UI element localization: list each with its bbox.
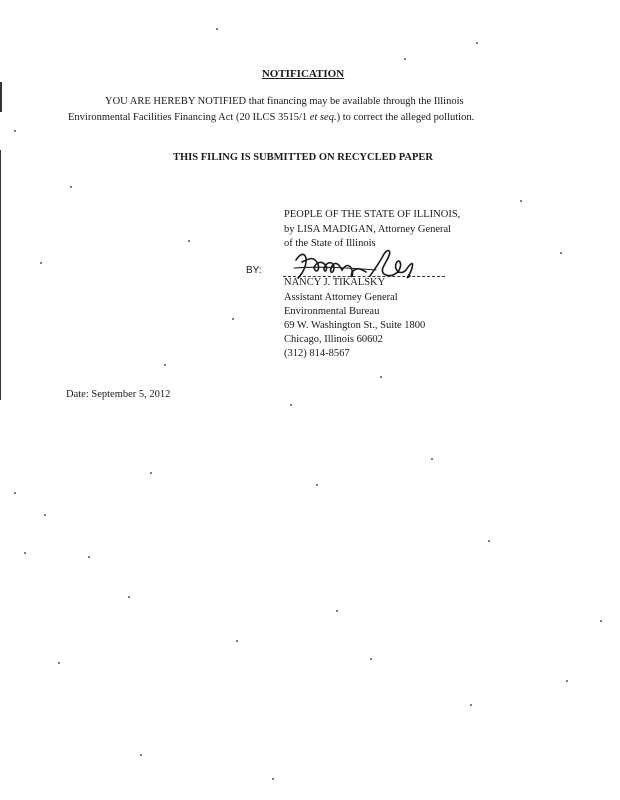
scan-speck xyxy=(14,492,16,494)
scan-edge-mark xyxy=(0,82,2,112)
scan-speck xyxy=(380,376,382,378)
scan-speck xyxy=(140,754,142,756)
scan-speck xyxy=(431,458,433,460)
signer-name: NANCY J. TIKALSKY xyxy=(284,277,386,288)
et-seq-citation: et seq. xyxy=(309,112,337,123)
scan-speck xyxy=(150,472,152,474)
scan-speck xyxy=(566,680,568,682)
scan-speck xyxy=(600,620,602,622)
scan-speck xyxy=(70,186,72,188)
scan-speck xyxy=(14,130,16,132)
scan-speck xyxy=(476,42,478,44)
scan-speck xyxy=(128,596,130,598)
scan-speck xyxy=(272,778,274,780)
filing-date: Date: September 5, 2012 xyxy=(66,389,171,400)
city-state-zip: Chicago, Illinois 60602 xyxy=(284,334,383,345)
scan-speck xyxy=(370,658,372,660)
scan-speck xyxy=(404,58,406,60)
scan-speck xyxy=(232,318,234,320)
street-address: 69 W. Washington St., Suite 1800 xyxy=(284,320,426,331)
scan-speck xyxy=(188,240,190,242)
by-label: BY: xyxy=(246,265,262,276)
notice-line-2-prefix: Environmental Facilities Financing Act (20 ILCS 3515/1 xyxy=(68,112,310,123)
scan-speck xyxy=(40,262,42,264)
scan-speck xyxy=(336,610,338,612)
scan-speck xyxy=(488,540,490,542)
scan-speck xyxy=(560,252,562,254)
scan-speck xyxy=(88,556,90,558)
signer-title: Assistant Attorney General xyxy=(284,292,398,303)
notice-line-1: YOU ARE HEREBY NOTIFIED that financing may be available through the Illinois xyxy=(105,96,464,107)
recycled-paper-notice: THIS FILING IS SUBMITTED ON RECYCLED PAPER xyxy=(172,152,434,163)
scan-speck xyxy=(24,552,26,554)
attorney-general-line: by LISA MADIGAN, Attorney General xyxy=(284,224,452,235)
scan-speck xyxy=(44,514,46,516)
scan-speck xyxy=(236,640,238,642)
scan-speck xyxy=(164,364,166,366)
scan-speck xyxy=(316,484,318,486)
scan-speck xyxy=(216,28,218,30)
scan-speck xyxy=(58,662,60,664)
party-name: PEOPLE OF THE STATE OF ILLINOIS, xyxy=(284,209,461,220)
notification-heading: NOTIFICATION xyxy=(261,68,345,80)
scan-speck xyxy=(290,404,292,406)
scan-edge-mark xyxy=(0,150,1,400)
bureau-name: Environmental Bureau xyxy=(284,306,380,317)
notice-line-2-suffix: ) to correct the alleged pollution. xyxy=(336,112,475,123)
phone-number: (312) 814-8567 xyxy=(284,348,350,359)
scan-speck xyxy=(520,200,522,202)
scan-speck xyxy=(470,704,472,706)
state-line: of the State of Illinois xyxy=(284,238,376,249)
notice-line-2 xyxy=(68,112,474,123)
